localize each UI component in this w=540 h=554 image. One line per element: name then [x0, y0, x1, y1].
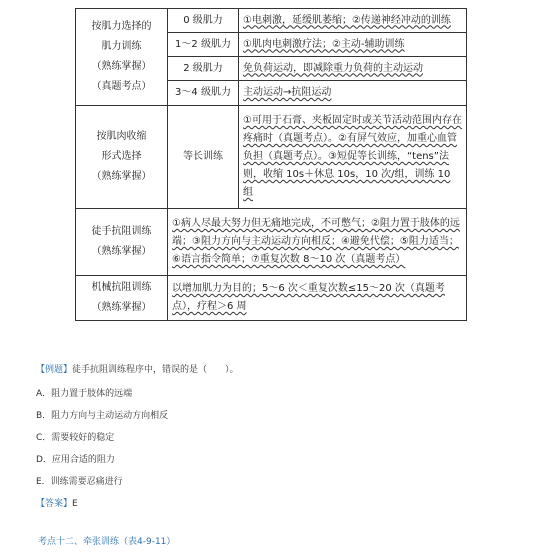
description-cell: 主动运动→抗阻运动 [239, 81, 467, 106]
table-row [76, 9, 467, 33]
category-line: （熟练掌握） [91, 302, 152, 313]
level-cell: 0 级肌力 [168, 9, 239, 33]
answer-value: E [72, 499, 78, 509]
description-cell: ①肌肉电刺激疗法；②主动-辅助训练 [239, 33, 467, 57]
option-c[interactable]: C．需要较好的稳定 [36, 433, 115, 443]
category-cell [76, 9, 168, 106]
category-line: （真题考点） [91, 81, 152, 92]
level-cell: 3～4 级肌力 [168, 81, 239, 106]
category-line: （熟练掌握） [91, 61, 152, 72]
level-cell: 1～2 级肌力 [168, 33, 239, 57]
description-cell: ①可用于石膏、夹板固定时或关节活动范围内存在疼痛时（真题考点）。②有屏气效应，加重心血管负担（真题考点）。③短促等长训练，“tens”法则，收缩 10s＋休息 10s，10 次/组，训练 10 组 [239, 106, 467, 209]
option-b[interactable]: B．阻力方向与主动运动方向相反 [36, 411, 169, 421]
question-text: 徒手抗阻训练程序中，错误的是（ ）。 [72, 365, 239, 375]
description-cell: ①病人尽最大努力但无痛地完成，不可憋气；②阻力置于肢体的远端；③阻力方向与主动运动方向相反；④避免代偿；⑤阻力适当；⑥语言指令简单；⑦重复次数 8～10 次（真题考点） [168, 209, 467, 276]
level-cell: 等长训练 [168, 106, 239, 209]
category-line: （熟练掌握） [91, 246, 152, 257]
category-line: 形式选择 [101, 151, 142, 162]
description-cell: ①电刺激，延缓肌萎缩；②传递神经冲动的训练 [239, 9, 467, 33]
category-cell [76, 209, 168, 276]
category-line: 按肌肉收缩 [96, 131, 147, 142]
table-row [76, 209, 467, 276]
option-a[interactable]: A．阻力置于肢体的远端 [36, 389, 133, 399]
option-e[interactable]: E．训练需要忍痛进行 [36, 477, 123, 487]
table-row [76, 106, 467, 209]
example-tag: 【例题】 [36, 365, 73, 375]
category-line: 机械抗阻训练 [91, 282, 152, 293]
answer-line [36, 496, 78, 509]
category-line: 徒手抗阻训练 [91, 226, 152, 237]
category-line: （熟练掌握） [91, 171, 152, 182]
table-row [76, 276, 467, 321]
category-line: 肌力训练 [101, 41, 142, 52]
description-cell: 以增加肌力为目的；5～6 次＜重复次数≤15～20 次（真题考点），疗程＞6 周 [168, 276, 467, 321]
category-cell [76, 276, 168, 321]
description-cell: 免负荷运动，即减除重力负荷的主动运动 [239, 57, 467, 81]
next-topic-heading: 考点十二、牵张训练（表4-9-11） [38, 537, 176, 547]
option-d[interactable]: D．应用合适的阻力 [36, 455, 115, 465]
level-cell: 2 级肌力 [168, 57, 239, 81]
category-line: 按肌力选择的 [91, 21, 152, 32]
answer-tag: 【答案】 [36, 499, 73, 509]
notes-table [75, 8, 467, 321]
category-cell [76, 106, 168, 209]
question-stem [36, 362, 239, 375]
